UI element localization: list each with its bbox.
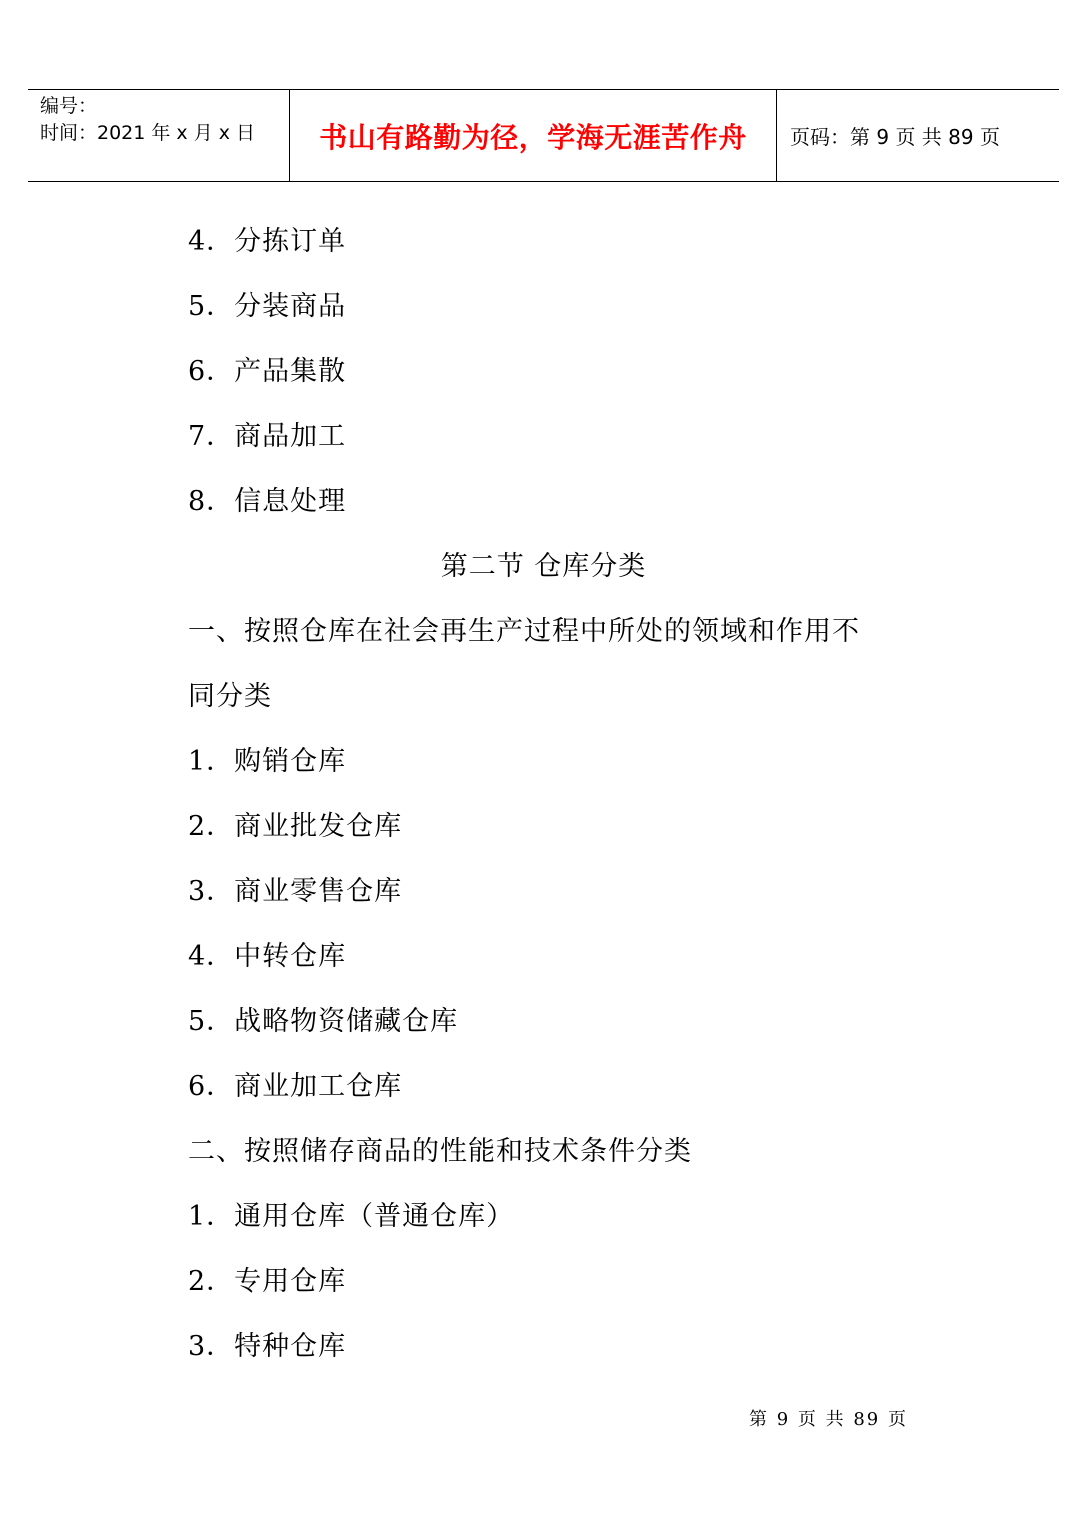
list-item: 2．商业批发仓库 [188, 811, 403, 842]
list-item: 3．商业零售仓库 [188, 876, 403, 907]
list-item: 2．专用仓库 [188, 1266, 347, 1297]
list-item: 7．商品加工 [188, 421, 347, 452]
paragraph-heading-continued: 同分类 [188, 681, 272, 712]
header-motto-cell [290, 90, 777, 181]
list-item: 5．分装商品 [188, 291, 347, 322]
list-item: 8．信息处理 [188, 486, 347, 517]
list-item: 3．特种仓库 [188, 1331, 347, 1362]
page-footer: 第 9 页 共 89 页 [749, 1409, 908, 1430]
document-time-label: 时间：2021 年 x 月 x 日 [40, 122, 256, 144]
header-page-cell [777, 90, 1059, 181]
list-item: 6．产品集散 [188, 356, 347, 387]
list-item: 1．购销仓库 [188, 746, 347, 777]
header-page-code: 页码：第 9 页 共 89 页 [790, 125, 1000, 149]
document-number-label: 编号： [40, 95, 98, 117]
list-item: 6．商业加工仓库 [188, 1071, 403, 1102]
header-info-cell [28, 90, 290, 181]
header-motto: 书山有路勤为径，学海无涯苦作舟 [319, 120, 747, 154]
document-header [28, 89, 1059, 182]
paragraph-heading: 二、按照储存商品的性能和技术条件分类 [188, 1136, 692, 1167]
list-item: 1．通用仓库（普通仓库） [188, 1201, 515, 1232]
section-title: 第二节 仓库分类 [440, 551, 647, 582]
list-item: 4．中转仓库 [188, 941, 347, 972]
list-item: 5．战略物资储藏仓库 [188, 1006, 459, 1037]
list-item: 4．分拣订单 [188, 226, 347, 257]
paragraph-heading: 一、按照仓库在社会再生产过程中所处的领域和作用不 [188, 616, 860, 647]
